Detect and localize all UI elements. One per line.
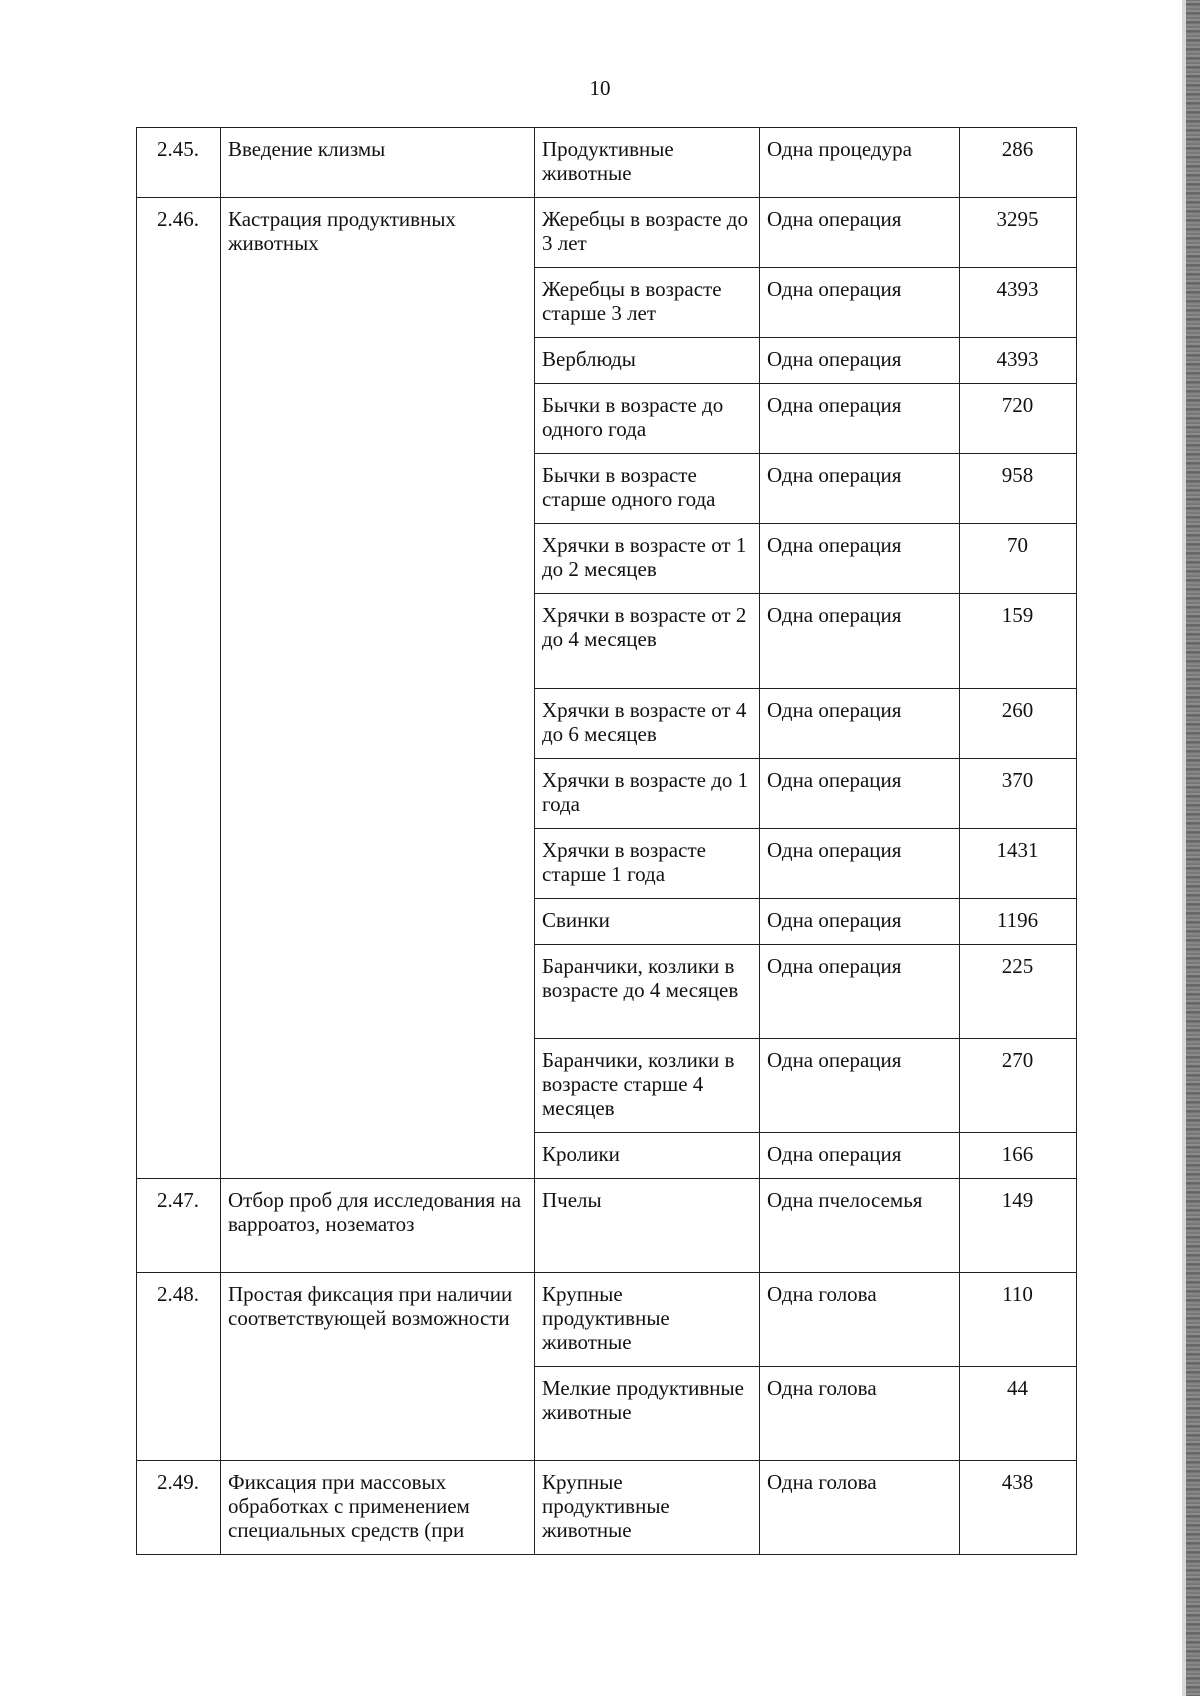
animal-category: Баранчики, козлики в возрасте до 4 месяцев	[535, 945, 760, 1039]
animal-category: Верблюды	[535, 338, 760, 384]
animal-category: Кролики	[535, 1133, 760, 1179]
unit-of-measure: Одна операция	[760, 945, 960, 1039]
scan-edge	[1186, 0, 1200, 1696]
item-number: 2.46.	[137, 198, 221, 1179]
animal-category: Бычки в возрасте старше одного года	[535, 454, 760, 524]
price-value: 260	[960, 689, 1077, 759]
price-value: 3295	[960, 198, 1077, 268]
animal-category: Жеребцы в возрасте до 3 лет	[535, 198, 760, 268]
price-value: 166	[960, 1133, 1077, 1179]
unit-of-measure: Одна операция	[760, 524, 960, 594]
unit-of-measure: Одна голова	[760, 1273, 960, 1367]
animal-category: Свинки	[535, 899, 760, 945]
item-number: 2.49.	[137, 1461, 221, 1555]
price-value: 958	[960, 454, 1077, 524]
unit-of-measure: Одна пчелосемья	[760, 1179, 960, 1273]
unit-of-measure: Одна операция	[760, 338, 960, 384]
price-value: 225	[960, 945, 1077, 1039]
service-name: Простая фиксация при наличии соответствующей возможности	[221, 1273, 535, 1461]
animal-category: Баранчики, козлики в возрасте старше 4 месяцев	[535, 1039, 760, 1133]
animal-category: Продуктивные животные	[535, 128, 760, 198]
unit-of-measure: Одна операция	[760, 454, 960, 524]
table-row	[137, 128, 1077, 198]
price-value: 159	[960, 594, 1077, 689]
unit-of-measure: Одна голова	[760, 1367, 960, 1461]
animal-category: Жеребцы в возрасте старше 3 лет	[535, 268, 760, 338]
animal-category: Хрячки в возрасте старше 1 года	[535, 829, 760, 899]
unit-of-measure: Одна операция	[760, 689, 960, 759]
unit-of-measure: Одна операция	[760, 899, 960, 945]
service-name: Кастрация продуктивных животных	[221, 198, 535, 1179]
price-value: 149	[960, 1179, 1077, 1273]
unit-of-measure: Одна операция	[760, 268, 960, 338]
price-value: 438	[960, 1461, 1077, 1555]
price-value: 44	[960, 1367, 1077, 1461]
table-row	[137, 1461, 1077, 1555]
page-number: 10	[589, 76, 611, 100]
animal-category: Мелкие продуктивные животные	[535, 1367, 760, 1461]
price-value: 1431	[960, 829, 1077, 899]
price-value: 4393	[960, 338, 1077, 384]
table-row	[137, 1273, 1077, 1367]
price-value: 370	[960, 759, 1077, 829]
unit-of-measure: Одна процедура	[760, 128, 960, 198]
animal-category: Крупные продуктивные животные	[535, 1273, 760, 1367]
animal-category: Пчелы	[535, 1179, 760, 1273]
unit-of-measure: Одна голова	[760, 1461, 960, 1555]
animal-category: Хрячки в возрасте от 1 до 2 месяцев	[535, 524, 760, 594]
animal-category: Крупные продуктивные животные	[535, 1461, 760, 1555]
price-value: 286	[960, 128, 1077, 198]
tariff-table	[136, 127, 1077, 1555]
unit-of-measure: Одна операция	[760, 829, 960, 899]
table-row	[137, 198, 1077, 268]
item-number: 2.48.	[137, 1273, 221, 1461]
animal-category: Хрячки в возрасте до 1 года	[535, 759, 760, 829]
service-name: Фиксация при массовых обработках с применением специальных средств (при	[221, 1461, 535, 1555]
item-number: 2.47.	[137, 1179, 221, 1273]
animal-category: Хрячки в возрасте от 2 до 4 месяцев	[535, 594, 760, 689]
unit-of-measure: Одна операция	[760, 1133, 960, 1179]
price-value: 70	[960, 524, 1077, 594]
animal-category: Хрячки в возрасте от 4 до 6 месяцев	[535, 689, 760, 759]
unit-of-measure: Одна операция	[760, 1039, 960, 1133]
unit-of-measure: Одна операция	[760, 759, 960, 829]
price-value: 270	[960, 1039, 1077, 1133]
animal-category: Бычки в возрасте до одного года	[535, 384, 760, 454]
service-name: Отбор проб для исследования на варроатоз, нозематоз	[221, 1179, 535, 1273]
table-row	[137, 1179, 1077, 1273]
price-value: 1196	[960, 899, 1077, 945]
price-value: 720	[960, 384, 1077, 454]
item-number: 2.45.	[137, 128, 221, 198]
unit-of-measure: Одна операция	[760, 594, 960, 689]
unit-of-measure: Одна операция	[760, 384, 960, 454]
price-value: 4393	[960, 268, 1077, 338]
unit-of-measure: Одна операция	[760, 198, 960, 268]
price-value: 110	[960, 1273, 1077, 1367]
service-name: Введение клизмы	[221, 128, 535, 198]
